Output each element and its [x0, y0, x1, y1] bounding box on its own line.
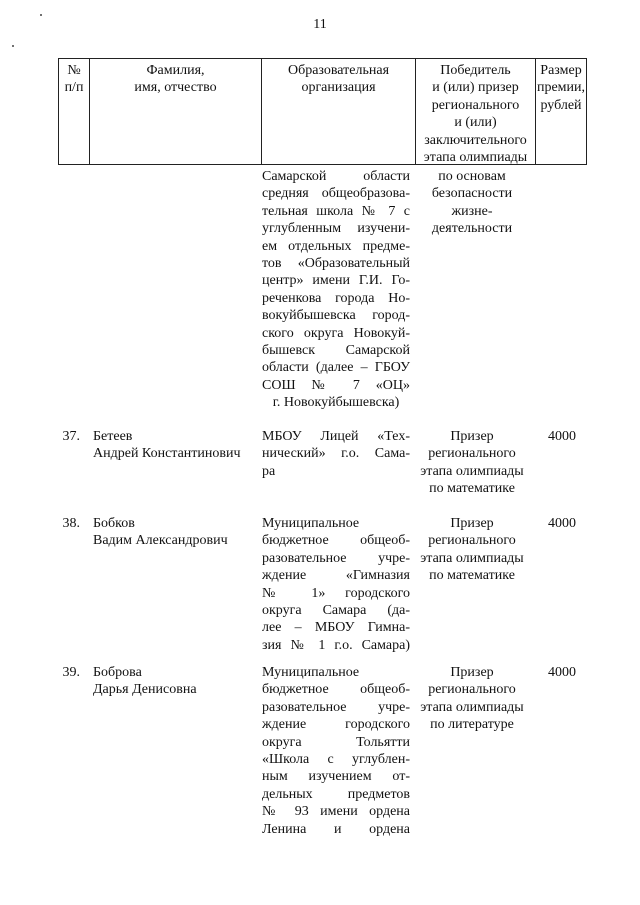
status-line: Призер	[450, 665, 494, 680]
header-prize-line: премии,	[536, 80, 586, 96]
status-line: этапа олимпиады	[420, 550, 524, 566]
entry-number: 39.	[62, 665, 80, 680]
header-status-line: этапа олимпиады	[423, 149, 528, 165]
org-line: ждение городского	[262, 717, 410, 733]
entry-status	[412, 664, 532, 734]
org-line: № 93 имени ордена	[262, 804, 410, 820]
continuation-status	[412, 168, 532, 238]
org-line: тов «Образовательный	[262, 255, 410, 271]
header-name-line: Фамилия,	[146, 63, 205, 78]
status-line: по математике	[429, 481, 515, 497]
org-line: лее – МБОУ Гимна-	[262, 620, 410, 636]
entry-status	[412, 428, 532, 498]
org-line: разовательное учре-	[262, 550, 410, 566]
org-line: ждение «Гимназия	[262, 568, 410, 584]
status-line: по литературе	[430, 717, 514, 733]
org-line: № 1» городского	[262, 585, 410, 601]
org-line: ем отдельных предме-	[262, 238, 410, 254]
org-line: реченкова города Но-	[262, 290, 410, 306]
header-prize-line: Размер	[540, 63, 582, 78]
org-line: средняя общеобразова-	[262, 186, 410, 202]
name-line: Бобков	[93, 516, 135, 531]
org-line: углубленным изучени-	[262, 221, 410, 237]
status-line: этапа олимпиады	[420, 463, 524, 479]
page-number: 11	[313, 17, 327, 32]
entry-name	[93, 515, 263, 550]
entry-org	[262, 428, 410, 480]
name-line: Дарья Денисовна	[93, 682, 197, 698]
header-status-line: Победитель	[440, 63, 511, 78]
org-line: округа Тольятти	[262, 734, 410, 750]
status-line: этапа олимпиады	[420, 699, 524, 715]
entry-number: 38.	[62, 516, 80, 531]
status-line: Призер	[450, 429, 494, 444]
header-org	[261, 59, 415, 164]
scan-speck	[12, 45, 14, 47]
status-line: регионального	[428, 446, 516, 462]
header-org-line: организация	[301, 80, 376, 96]
org-line: ского округа Новокуй-	[262, 325, 410, 341]
name-line: Вадим Александрович	[93, 533, 228, 549]
status-line: регионального	[428, 533, 516, 549]
entry-name	[93, 428, 263, 463]
org-line: Муниципальное	[262, 665, 360, 680]
header-prize	[535, 59, 586, 164]
org-line: нический» г.о. Сама-	[262, 446, 410, 462]
entry-prize: 4000	[548, 429, 576, 444]
org-line: ра	[262, 463, 276, 479]
org-line: бышевск Самарской	[262, 342, 410, 358]
status-line: деятельности	[431, 221, 513, 237]
status-line: по математике	[429, 568, 515, 584]
org-line: ным изучением от-	[262, 769, 410, 785]
org-line: «Школа с углублен-	[262, 751, 410, 767]
entry-org	[262, 664, 410, 838]
header-status-line: заключительного	[424, 132, 527, 148]
org-line: области (далее – ГБОУ	[262, 360, 410, 376]
status-line: по основам	[438, 169, 506, 184]
org-line: разовательное учре-	[262, 699, 410, 715]
name-line: Боброва	[93, 665, 142, 680]
org-line: Муниципальное	[262, 516, 360, 531]
header-name	[89, 59, 261, 164]
header-num-line: п/п	[64, 80, 84, 96]
entry-prize: 4000	[548, 516, 576, 531]
org-line: бюджетное общеоб-	[262, 682, 410, 698]
entry-status	[412, 515, 532, 585]
entry-org	[262, 515, 410, 654]
org-line: МБОУ Лицей «Тех-	[262, 429, 410, 444]
header-prize-line: рублей	[540, 97, 582, 113]
org-line: г. Новокуйбышевска)	[272, 395, 400, 411]
table-header	[58, 58, 587, 165]
status-line: регионального	[428, 682, 516, 698]
header-status-line: и (или) призер	[432, 80, 519, 96]
name-line: Бетеев	[93, 429, 133, 444]
org-line: дельных предметов	[262, 786, 410, 802]
org-line: вокуйбышевска город-	[262, 308, 410, 324]
entry-name	[93, 664, 263, 699]
header-status-line: регионального	[431, 97, 520, 113]
header-status	[415, 59, 535, 164]
header-status-line: и (или)	[454, 115, 497, 131]
org-line: Самарской области	[262, 169, 410, 184]
status-line: жизне-	[451, 203, 493, 219]
org-line: бюджетное общеоб-	[262, 533, 410, 549]
org-line: зия № 1 г.о. Самара)	[262, 637, 410, 653]
entry-number: 37.	[62, 429, 80, 444]
org-line: округа Самара (да-	[262, 602, 410, 618]
header-org-line: Образовательная	[287, 63, 390, 78]
header-num-line: №	[67, 63, 81, 78]
header-name-line: имя, отчество	[134, 80, 217, 96]
name-line: Андрей Константинович	[93, 446, 241, 462]
status-line: безопасности	[431, 186, 513, 202]
header-num	[59, 59, 89, 164]
org-line: центр» имени Г.И. Го-	[262, 273, 410, 289]
status-line: Призер	[450, 516, 494, 531]
entry-prize: 4000	[548, 665, 576, 680]
org-line: Ленина и ордена	[262, 821, 410, 837]
org-line: тельная школа № 7 с	[262, 203, 410, 219]
continuation-org	[262, 168, 410, 411]
scan-speck	[40, 14, 42, 16]
org-line: СОШ № 7 «ОЦ»	[262, 377, 410, 393]
